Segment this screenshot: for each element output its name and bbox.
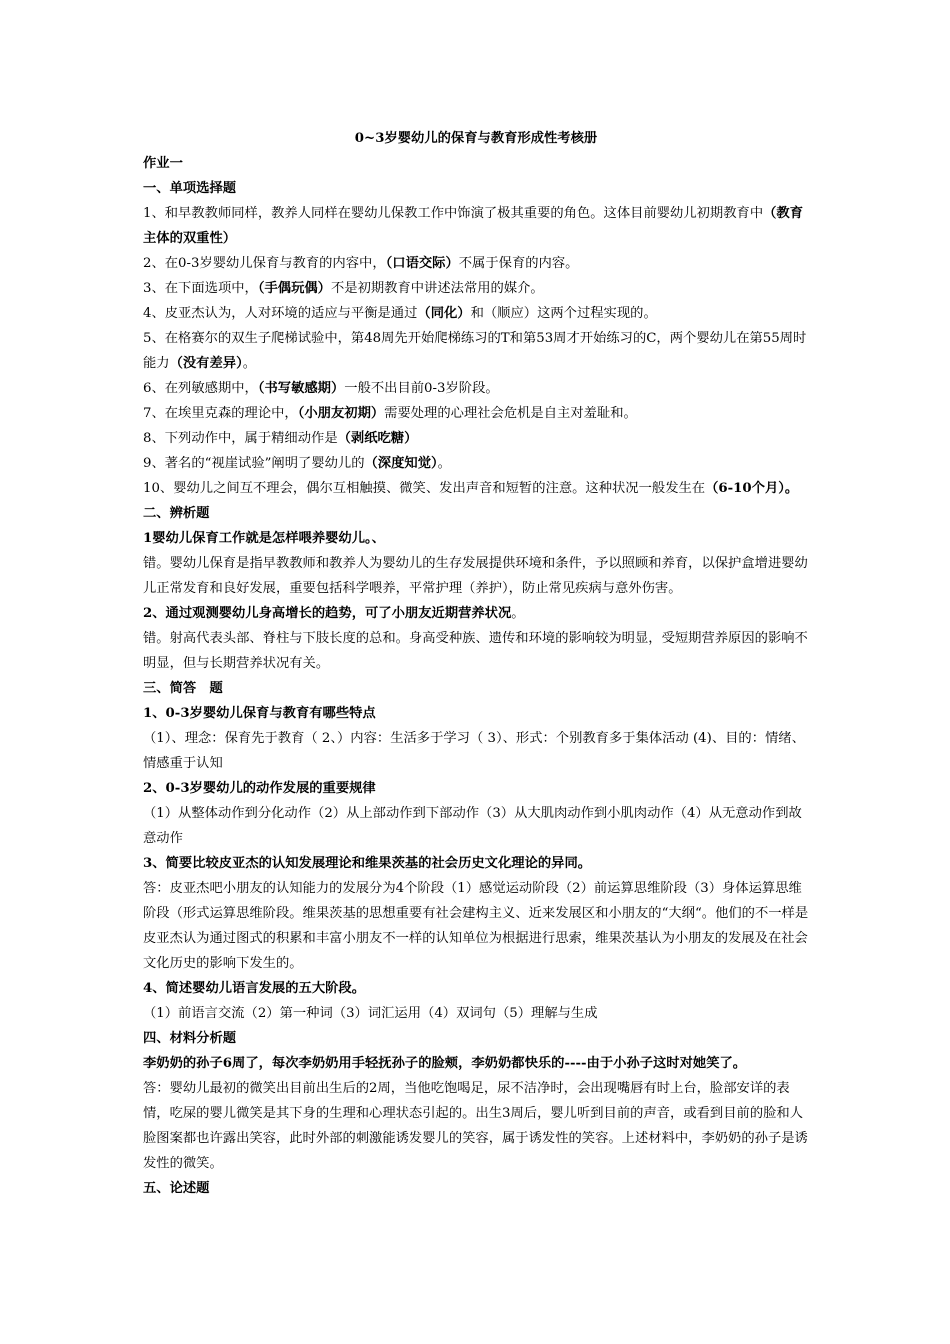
short-question-3: 3、简要比较皮亚杰的认知发展理论和维果茨基的社会历史文化理论的异同。 [143,856,592,871]
question-10 [143,476,809,501]
section-heading-short-answer: 三、简答 题 [143,681,223,696]
question-text-tail: 。 [242,356,257,371]
analysis-question-2 [143,601,809,626]
answer: （教育主体的双重性） [143,206,804,246]
short-answer-4: （1）前语言交流（2）第一种词（3）词汇运用（4）双词句（5）理解与生成 [143,1006,598,1021]
question-8 [143,426,809,451]
assignment-heading: 作业一 [143,156,183,171]
question-text-tail: 需要处理的心理社会危机是自主对羞耻和。 [384,406,637,421]
question-5 [143,326,809,376]
answer: （6-10个月）。 [705,481,799,496]
question-text: 5、在格赛尔的双生子爬梯试验中，第48周先开始爬梯练习的T和第53周才开始练习的C，两个婴幼儿在第55周时能力 [143,331,807,371]
question-3 [143,276,809,301]
question-text: 2、在0-3岁婴幼儿保育与教育的内容中， [143,256,386,271]
analysis-answer-2: 错。射高代表头部、脊柱与下肢长度的总和。身高受种族、遗传和环境的影响较为明显，受短期营养原因的影响不明显，但与长期营养状况有关。 [143,631,808,671]
question-1 [143,201,809,251]
question-text: 2、通过观测婴幼儿身高增长的趋势，可了小朋友近期营养状况 [143,606,512,621]
short-answer-3: 答：皮亚杰吧小朋友的认知能力的发展分为4个阶段（1）感觉运动阶段（2）前运算思维阶段（3）身体运算思维阶段（形式运算思维阶段。维果茨基的思想重要有社会建构主义、近来发展区和小朋友的“大纲“。他们的不一样是皮亚杰认为通过图式的积累和丰富小朋友不一样的认知单位为根据进行思索，维果茨基认为小朋友的发展及在社会文化历史的影响下发生的。 [143,881,809,971]
section-heading-material-analysis: 四、材料分析题 [143,1031,237,1046]
question-text-tail: 和（顺应）这两个过程实现的。 [470,306,657,321]
answer: （剥纸吃糖） [337,431,418,446]
question-2 [143,251,809,276]
analysis-answer-1: 错。婴幼儿保育是指早教教师和教养人为婴幼儿的生存发展提供环境和条件，予以照顾和养育，以保护盒增进婴幼儿正常发育和良好发展，重要包括科学喂养，平常护理（养护），防止常见疾病与意外伤害。 [143,556,808,596]
question-text: 8、下列动作中，属于精细动作是 [143,431,338,446]
question-text: 9、著名的“视崖试验”阐明了婴幼儿的 [143,456,365,471]
answer: （手偶玩偶） [257,281,331,296]
section-heading-essay: 五、论述题 [143,1181,210,1196]
short-question-2: 2、0-3岁婴幼儿的动作发展的重要规律 [143,781,376,796]
document-page [143,126,809,1201]
answer: （深度知觉） [364,456,438,471]
material-answer: 答：婴幼儿最初的微笑出目前出生后的2周，当他吃饱喝足，尿不洁净时，会出现嘴唇有时上台，脸部安详的表情，吃屎的婴儿微笑是其下身的生理和心理状态引起的。出生3周后，婴儿听到目前的声音，或看到目前的脸和人脸图案都也许露出笑容，此时外部的刺激能诱发婴儿的笑容，属于诱发性的笑容。上述材料中，李奶奶的孙子是诱发性的微笑。 [143,1081,808,1171]
answer: （同化） [417,306,471,321]
question-text: 6、在列敏感期中， [143,381,258,396]
question-text: 3、在下面选项中， [143,281,258,296]
section-heading-analysis: 二、辨析题 [143,506,210,521]
section-heading-single-choice: 一、单项选择题 [143,181,237,196]
short-question-1: 1、0-3岁婴幼儿保育与教育有哪些特点 [143,706,376,721]
question-text-tail: 不属于保育的内容。 [458,256,579,271]
short-answer-1: （1）、理念：保育先于教育（ 2、）内容：生活多于学习（ 3）、形式：个别教育多于集体活动 (4)、目的：情绪、情感重于认知 [143,731,805,771]
question-text-tail: 一般不出目前0-3岁阶段。 [344,381,499,396]
question-text: 10、婴幼儿之间互不理会，偶尔互相触摸、微笑、发出声音和短暂的注意。这种状况一般发生在 [143,481,706,496]
question-6 [143,376,809,401]
question-text-tail: 不是初期教育中讲述法常用的媒介。 [330,281,544,296]
document-title: 0~3岁婴幼儿的保育与教育形成性考核册 [354,131,598,146]
question-7 [143,401,809,426]
analysis-question-1: 1婴幼儿保育工作就是怎样喂养婴幼儿。、 [143,531,385,546]
answer: （书写敏感期） [257,381,345,396]
question-9 [143,451,809,476]
material-question: 李奶奶的孙子6周了，每次李奶奶用手轻抚孙子的脸颊，李奶奶都快乐的----由于小孙子这时对她笑了。 [143,1056,747,1071]
short-answer-2: （1）从整体动作到分化动作（2）从上部动作到下部动作（3）从大肌肉动作到小肌肉动作（4）从无意动作到故意动作 [143,806,802,846]
question-4 [143,301,809,326]
question-text-tail: 。 [511,606,525,621]
question-text: 4、皮亚杰认为，人对环境的适应与平衡是通过 [143,306,418,321]
question-text: 1、和早教教师同样，教养人同样在婴幼儿保教工作中饰演了极其重要的角色。这体目前婴幼儿初期教育中 [143,206,764,221]
answer: （没有差异） [169,356,243,371]
question-text-tail: 。 [437,456,451,471]
question-text: 7、在埃里克森的理论中， [143,406,298,421]
short-question-4: 4、简述婴幼儿语言发展的五大阶段。 [143,981,366,996]
answer: （口语交际） [385,256,459,271]
answer: （小朋友初期） [297,406,385,421]
